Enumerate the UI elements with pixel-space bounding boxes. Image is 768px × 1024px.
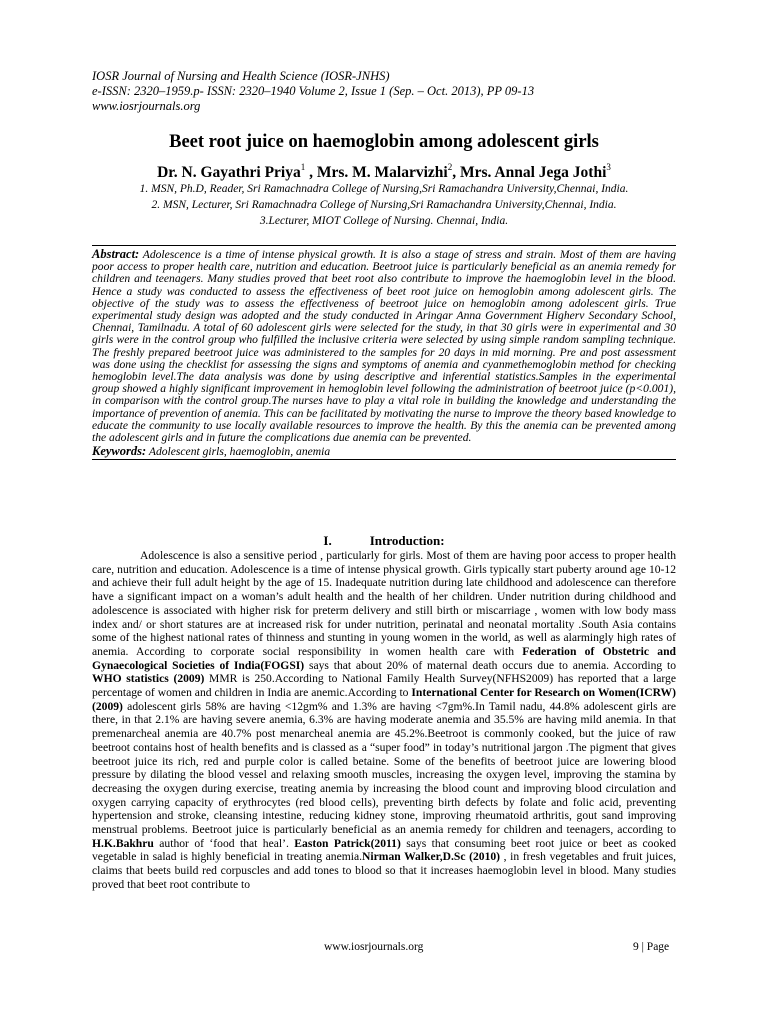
body-bold-reference: H.K.Bakhru: [92, 836, 154, 850]
body-text-run: author of ‘food that heal’.: [153, 836, 295, 850]
affiliation-3: 3.Lecturer, MIOT College of Nursing. Chennai, India.: [259, 215, 509, 227]
keywords-text: Adolescent girls, haemoglobin, anemia: [146, 445, 331, 459]
section-title: Introduction:: [369, 533, 445, 548]
journal-name: IOSR Journal of Nursing and Health Science (IOSR-JNHS): [92, 69, 390, 83]
journal-header: [92, 69, 534, 113]
body-text-run: says that consuming beet root juice or beet as cooked vegetable in salad is highly beneficial in treating anemia.: [92, 836, 677, 864]
issn-line: e-ISSN: 2320–1959.p- ISSN: 2320–1940 Volume 2, Issue 1 (Sep. – Oct. 2013), PP 09-13: [92, 83, 535, 98]
keywords-line: [92, 445, 676, 458]
body-bold-reference: WHO statistics (2009): [92, 672, 205, 686]
author-3: Mrs. Annal Jega Jothi: [459, 164, 607, 181]
author-1: Dr. N. Gayathri Priya: [157, 164, 301, 181]
author-2: Mrs. M. Malarvizhi: [316, 164, 448, 181]
body-text-run: adolescent girls 58% are having <12gm% and 1.3% are having <7gm%.In Tamil nadu, 44.8% adolescent girls are there, in that 2.1% are having severe anemia, 6.3% are having moderate anemia and 35.5% are having mild anemia. In that premenarcheal anemia are 40.7% post menarcheal anemia are 45.2%.Beetroot is commonly cooked, but the juice of raw beetroot contains host of health benefits and is classed as a “super food” in today’s nutritional jargon .The pigment that gives beetroot juice its rich, red and purple color is called betaine. Some of the benefits of beetroot juice are lowering blood pressure by dilating the blood vessel and relaxing smooth muscles, increasing the oxygen level, improving the stamina by decreasing the oxygen during exercise, treating anemia by increasing the blood count and improving blood circulation and oxygen carrying capacity of erythrocytes (red blood cells), preventing birth defects by folate and folic acid, preventing hypertension and stroke, cleansing intestine, reducing kidney stone, improving rheumatoid arthritis, gout sand improving menstrual problems. Beetroot juice is particularly beneficial as an anemia remedy for children and teenagers, according to: [92, 699, 676, 837]
body-bold-reference: Federation of Obstetric and Gynaecological Societies of India(FOGSI): [92, 644, 676, 672]
abstract-text: Adolescence is a time of intense physical growth. It is also a stage of stress and strain. Most of them are having poor access to proper health care, nutrition and education. Beetroot juice is particularly beneficial as an anemia remedy for children and teenagers. Many studies proved that beet root also contribute to improve the haemoglobin level in the blood. Hence a study was conducted to assess the effectiveness of beet root juice on hemoglobin among adolescent girls. The objective of the study was to assess the effectiveness of beetroot juice on hemoglobin among adolescent girls. True experimental study design was adopted and the study conducted in Aringar Anna Government Higherv Secondary School, Chennai, Tamilnadu. A total of 60 adolescent girls were selected for the study, in that 30 girls were in experimental and 30 girls were in the control group who fulfilled the inclusive criteria were selected by using simple random sampling technique. The freshly prepared beetroot juice was administered to the samples for 20 days in mid morning. Pre and post assessment was done using the checklist for assessing the signs and symptoms of anemia and cyanmethemoglobin method for checking hemoglobin level.The data analysis was done by using descriptive and inferential statistics.Samples in the experimental group showed a highly significant improvement in hemoglobin level following the administration of beetroot juice (p<0.001), in comparison with the control group.The nurses have to play a vital role in building the knowledge and understanding the importance of prevention of anemia. This can be facilitated by motivating the nurse to improve the theory based knowledge to educate the community to use locally available resources to improve the health. By this the anemia can be prevented among the adolescent girls and in future the complications due anemia can be prevented.: [92, 248, 676, 445]
body-bold-reference: Nirman Walker,D.Sc (2010): [362, 850, 501, 864]
abstract-box: [92, 245, 676, 460]
author-list: [0, 162, 768, 182]
section-number: I.: [323, 533, 332, 548]
author-separator: ,: [305, 164, 317, 181]
abstract-label: Abstract:: [92, 247, 140, 261]
body-text-run: MMR is 250.According to National Family Health Survey(NFHS2009) has reported that a large percentage of women and children in India are anemic.According to: [92, 672, 676, 700]
author-separator: ,: [452, 164, 460, 181]
footer-page-number: 9 | Page: [633, 941, 670, 953]
body-bold-reference: Easton Patrick(2011): [294, 836, 401, 850]
author-2-sup: 2: [447, 162, 453, 172]
body-text-run: , in fresh vegetables and fruit juices, claims that beets build red corpuscles and add tones to blood so that it increases haemoglobin level in blood. Many studies proved that beet root contribute to: [92, 850, 676, 891]
paper-title: Beet root juice on haemoglobin among adolescent girls: [169, 132, 599, 152]
author-1-sup: 1: [300, 162, 306, 172]
affiliation-1: 1. MSN, Ph.D, Reader, Sri Ramachnadra College of Nursing,Sri Ramachandra University,Chennai, India.: [139, 183, 629, 195]
body-text-run: Adolescence is also a sensitive period , particularly for girls. Most of them are having poor access to proper health care, nutrition and education. Adolescence is a time of intense physical growth. Girls typically start puberty around age 10-12 and achieve their full adult height by the age of 15. Inadequate nutrition during late childhood and adolescence can therefore have a significant impact on a woman’s adult health and the health of her children. Under nutrition during childhood and adolescence is associated with higher risk for preterm delivery and still birth or miscarriage , women with low body mass index and/ or short statures are at increased risk for under nutrition, perinatal and neonatal mortality .South Asia contains some of the highest national rates of thinness and stunting in young women in the world, as well as alarmingly high rates of anemia. According to corporate social responsibility in women health care with: [92, 549, 676, 658]
body-bold-reference: International Center for Research on Women(ICRW) (2009): [92, 686, 677, 713]
affiliation-2: 2. MSN, Lecturer, Sri Ramachnadra College of Nursing,Sri Ramachandra University,Chennai, India.: [151, 199, 617, 211]
body-text-run: says that about 20% of maternal death occurs due to anemia. According to: [304, 658, 676, 672]
intro-paragraph: [92, 549, 676, 892]
author-3-sup: 3: [606, 162, 611, 172]
journal-website: www.iosrjournals.org: [92, 98, 201, 113]
footer-url: www.iosrjournals.org: [324, 941, 424, 953]
body-text: [92, 549, 676, 892]
affiliations: [0, 181, 768, 229]
section-heading: [0, 533, 768, 549]
keywords-label: Keywords:: [92, 444, 147, 459]
